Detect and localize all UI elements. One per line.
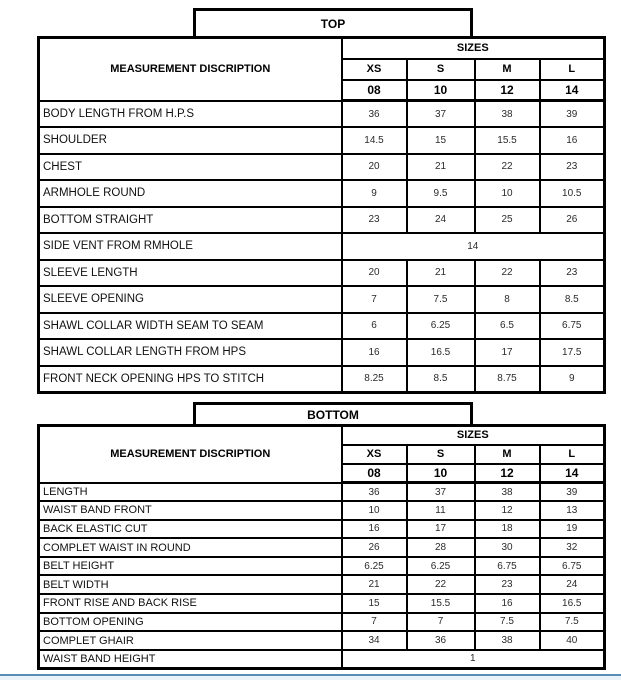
measurement-value: 23	[475, 575, 540, 594]
measurement-value: 15.5	[407, 594, 475, 613]
measurement-value: 17	[475, 339, 540, 366]
measurement-value: 23	[540, 260, 605, 287]
measurement-label: CHEST	[39, 154, 342, 181]
table-row	[39, 483, 605, 502]
measurement-value: 15	[342, 594, 407, 613]
measurement-value: 10.5	[540, 180, 605, 207]
measurement-value: 7	[342, 286, 407, 313]
size-number-08: 08	[342, 464, 407, 483]
measurement-value: 6.75	[540, 313, 605, 340]
measurement-value: 32	[540, 538, 605, 557]
measurement-value: 7.5	[540, 613, 605, 632]
measurement-value: 7	[342, 613, 407, 632]
table-row	[39, 631, 605, 650]
table-row	[39, 613, 605, 632]
size-label-s: S	[407, 59, 475, 80]
measurement-value: 19	[540, 520, 605, 539]
measurement-value: 20	[342, 154, 407, 181]
measurement-value: 11	[407, 501, 475, 520]
sizes-header: SIZES	[342, 426, 605, 445]
sizes-header: SIZES	[342, 38, 605, 59]
measurement-value: 18	[475, 520, 540, 539]
measurement-label: WAIST BAND HEIGHT	[39, 650, 342, 669]
measurement-value: 37	[407, 101, 475, 128]
measurement-label: SLEEVE LENGTH	[39, 260, 342, 287]
table-row	[39, 538, 605, 557]
size-label-xs: XS	[342, 59, 407, 80]
measurement-value: 16.5	[407, 339, 475, 366]
measurement-value: 38	[475, 101, 540, 128]
measurement-label: SHAWL COLLAR LENGTH FROM HPS	[39, 339, 342, 366]
measurement-label: FRONT RISE AND BACK RISE	[39, 594, 342, 613]
measurement-value: 9	[540, 366, 605, 393]
measurement-value: 6.25	[407, 557, 475, 576]
size-label-xs: XS	[342, 445, 407, 464]
measurement-value: 16	[342, 339, 407, 366]
measurement-value: 23	[342, 207, 407, 234]
measurement-value: 8.5	[540, 286, 605, 313]
measurement-value: 36	[342, 483, 407, 502]
measurement-label: BACK ELASTIC CUT	[39, 520, 342, 539]
measurement-value: 8.25	[342, 366, 407, 393]
top-measurements-table	[37, 36, 606, 394]
top-table-title: TOP	[193, 8, 473, 36]
size-number-14: 14	[540, 464, 605, 483]
measurement-value: 22	[475, 260, 540, 287]
measurement-value: 7.5	[407, 286, 475, 313]
measurement-label: BODY LENGTH FROM H.P.S	[39, 101, 342, 128]
measurement-value: 39	[540, 483, 605, 502]
measurement-label: BELT WIDTH	[39, 575, 342, 594]
size-number-12: 12	[475, 464, 540, 483]
measurement-label: COMPLET GHAIR	[39, 631, 342, 650]
bottom-accent-glow	[0, 676, 621, 680]
measurement-label: SIDE VENT FROM RMHOLE	[39, 233, 342, 260]
measurement-value: 6.25	[342, 557, 407, 576]
measurement-value: 38	[475, 631, 540, 650]
measurement-value: 6.5	[475, 313, 540, 340]
size-number-14: 14	[540, 80, 605, 101]
measurement-description-header: MEASUREMENT DISCRIPTION	[39, 426, 342, 483]
size-label-m: M	[475, 445, 540, 464]
measurement-value: 8.75	[475, 366, 540, 393]
measurement-description-header: MEASUREMENT DISCRIPTION	[39, 38, 342, 101]
table-row	[39, 260, 605, 287]
measurement-value: 26	[540, 207, 605, 234]
measurement-value: 20	[342, 260, 407, 287]
measurement-value: 10	[475, 180, 540, 207]
table-row	[39, 207, 605, 234]
size-label-l: L	[540, 59, 605, 80]
table-row	[39, 557, 605, 576]
measurement-value: 8.5	[407, 366, 475, 393]
table-header-row	[39, 426, 605, 445]
size-number-12: 12	[475, 80, 540, 101]
table-row	[39, 366, 605, 393]
measurement-value: 6.25	[407, 313, 475, 340]
measurement-value: 8	[475, 286, 540, 313]
measurement-value: 40	[540, 631, 605, 650]
measurement-value: 34	[342, 631, 407, 650]
measurement-label: COMPLET WAIST IN ROUND	[39, 538, 342, 557]
table-row	[39, 575, 605, 594]
measurement-value: 17	[407, 520, 475, 539]
measurement-value: 30	[475, 538, 540, 557]
measurement-label: BOTTOM OPENING	[39, 613, 342, 632]
measurement-value: 23	[540, 154, 605, 181]
table-row	[39, 501, 605, 520]
measurement-value: 21	[342, 575, 407, 594]
measurement-value: 14.5	[342, 127, 407, 154]
table-row	[39, 313, 605, 340]
measurement-value: 16	[475, 594, 540, 613]
measurement-label: WAIST BAND FRONT	[39, 501, 342, 520]
measurement-value: 13	[540, 501, 605, 520]
measurement-label: SHOULDER	[39, 127, 342, 154]
measurement-value: 36	[407, 631, 475, 650]
table-row	[39, 520, 605, 539]
measurement-value: 10	[342, 501, 407, 520]
measurement-value: 9.5	[407, 180, 475, 207]
bottom-table-title: BOTTOM	[193, 402, 473, 424]
size-number-10: 10	[407, 80, 475, 101]
table-row	[39, 101, 605, 128]
measurement-value: 6.75	[475, 557, 540, 576]
measurement-label: BELT HEIGHT	[39, 557, 342, 576]
measurement-value: 26	[342, 538, 407, 557]
table-row	[39, 180, 605, 207]
measurement-value: 6.75	[540, 557, 605, 576]
measurement-label: LENGTH	[39, 483, 342, 502]
measurement-value: 7	[407, 613, 475, 632]
measurement-label: SLEEVE OPENING	[39, 286, 342, 313]
measurement-value: 15	[407, 127, 475, 154]
table-row	[39, 233, 605, 260]
measurement-value: 21	[407, 260, 475, 287]
measurement-value: 21	[407, 154, 475, 181]
measurement-value: 6	[342, 313, 407, 340]
measurement-label: BOTTOM STRAIGHT	[39, 207, 342, 234]
measurement-value: 38	[475, 483, 540, 502]
measurement-value: 15.5	[475, 127, 540, 154]
size-label-m: M	[475, 59, 540, 80]
measurement-value: 12	[475, 501, 540, 520]
measurement-label: ARMHOLE ROUND	[39, 180, 342, 207]
measurement-value: 37	[407, 483, 475, 502]
size-label-s: S	[407, 445, 475, 464]
bottom-measurements-table	[37, 424, 606, 670]
size-number-10: 10	[407, 464, 475, 483]
table-row	[39, 650, 605, 669]
measurement-value: 39	[540, 101, 605, 128]
table-row	[39, 339, 605, 366]
size-number-08: 08	[342, 80, 407, 101]
measurement-value: 36	[342, 101, 407, 128]
measurement-value: 22	[475, 154, 540, 181]
measurement-value: 25	[475, 207, 540, 234]
measurement-value: 17.5	[540, 339, 605, 366]
measurement-value: 28	[407, 538, 475, 557]
table-row	[39, 594, 605, 613]
table-row	[39, 127, 605, 154]
measurement-label: FRONT NECK OPENING HPS TO STITCH	[39, 366, 342, 393]
measurement-value: 24	[540, 575, 605, 594]
measurement-value: 9	[342, 180, 407, 207]
table-row	[39, 154, 605, 181]
measurement-label: SHAWL COLLAR WIDTH SEAM TO SEAM	[39, 313, 342, 340]
measurement-value: 16.5	[540, 594, 605, 613]
size-label-l: L	[540, 445, 605, 464]
measurement-value: 16	[342, 520, 407, 539]
measurement-value-spanned: 1	[342, 650, 605, 669]
measurement-value: 16	[540, 127, 605, 154]
measurement-value-spanned: 14	[342, 233, 605, 260]
measurement-value: 24	[407, 207, 475, 234]
measurement-value: 7.5	[475, 613, 540, 632]
measurement-value: 22	[407, 575, 475, 594]
table-header-row	[39, 38, 605, 59]
table-row	[39, 286, 605, 313]
